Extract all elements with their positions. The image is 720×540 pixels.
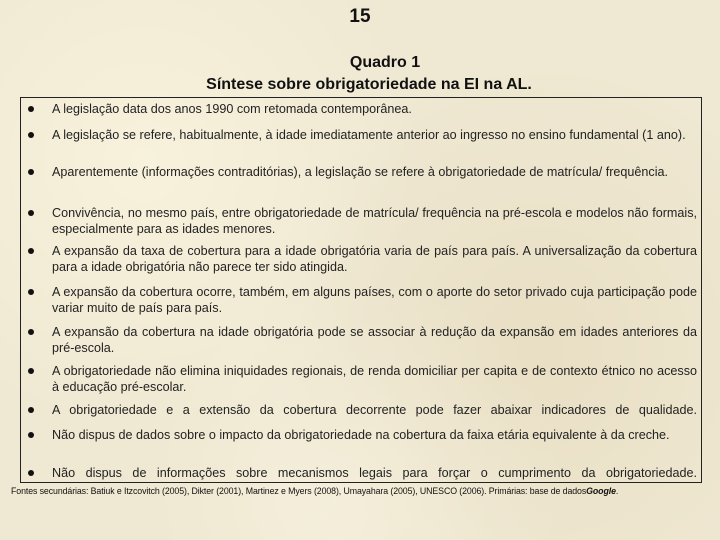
bullet-icon bbox=[28, 132, 34, 138]
list-item-text: A legislação data dos anos 1990 com retomada contemporânea. bbox=[52, 102, 412, 116]
list-item bbox=[21, 284, 701, 316]
list-item bbox=[21, 324, 701, 356]
sources-brand: Google bbox=[586, 486, 616, 496]
page-title: Quadro 1 bbox=[349, 54, 421, 71]
list-item-text: Convivência, no mesmo país, entre obrigatoriedade de matrícula/ frequência na pré-escola e modelos não formais, especialmente para as idades menores. bbox=[52, 206, 697, 236]
list-item-text: A obrigatoriedade não elimina iniquidades regionais, de renda domiciliar per capita e de contexto étnico no acesso à educação pré-escolar. bbox=[52, 364, 697, 394]
bullet-icon bbox=[28, 248, 34, 254]
bullet-icon bbox=[28, 407, 34, 413]
page-subtitle: Síntese sobre obrigatoriedade na EI na AL. bbox=[206, 76, 532, 93]
list-item-text: A legislação se refere, habitualmente, à idade imediatamente anterior ao ingresso no ensino fundamental (1 ano). bbox=[52, 128, 686, 142]
bullet-icon bbox=[28, 329, 34, 335]
list-item-text: Não dispus de dados sobre o impacto da obrigatoriedade na cobertura da faixa etária equivalente à da creche. bbox=[52, 428, 670, 442]
list-item-text: Não dispus de informações sobre mecanismos legais para forçar o cumprimento da obrigatoriedade. bbox=[52, 466, 697, 480]
list-item-text: A expansão da cobertura ocorre, também, em alguns países, com o aporte do setor privado cuja participação pode variar muito de país para país. bbox=[52, 285, 697, 315]
list-item bbox=[21, 164, 701, 180]
list-item bbox=[21, 127, 701, 143]
list-item bbox=[21, 363, 701, 395]
bullet-icon bbox=[28, 210, 34, 216]
sources-end: . bbox=[615, 486, 619, 496]
sources-footnote bbox=[11, 486, 711, 496]
list-item bbox=[21, 243, 701, 275]
list-item bbox=[21, 465, 701, 481]
bullet-icon bbox=[28, 368, 34, 374]
bullet-icon bbox=[28, 289, 34, 295]
summary-box bbox=[20, 97, 702, 483]
list-item bbox=[21, 101, 701, 117]
bullet-icon bbox=[28, 470, 34, 476]
list-item bbox=[21, 205, 701, 237]
list-item-text: A expansão da taxa de cobertura para a idade obrigatória varia de país para país. A universalização da cobertura para a idade obrigatória não parece ter sido atingida. bbox=[52, 244, 697, 274]
list-item bbox=[21, 427, 701, 443]
page-number: 15 bbox=[349, 6, 371, 27]
list-item-text: A obrigatoriedade e a extensão da cobertura decorrente pode fazer abaixar indicadores de qualidade. bbox=[52, 403, 697, 417]
title-block bbox=[0, 52, 720, 96]
list-item-text: Aparentemente (informações contraditórias), a legislação se refere à obrigatoriedade de matrícula/ frequência. bbox=[52, 165, 669, 179]
sources-text: Fontes secundárias: Batiuk e Itzcovitch (2005), Dikter (2001), Martinez e Myers (2008), Umayahara (2005), UNESCO (2006). Primárias: base de dados bbox=[11, 486, 587, 496]
bullet-icon bbox=[28, 169, 34, 175]
bullet-icon bbox=[28, 432, 34, 438]
bullet-icon bbox=[28, 106, 34, 112]
list-item-text: A expansão da cobertura na idade obrigatória pode se associar à redução da expansão em idades anteriores da pré-escola. bbox=[52, 325, 697, 355]
list-item bbox=[21, 402, 701, 418]
